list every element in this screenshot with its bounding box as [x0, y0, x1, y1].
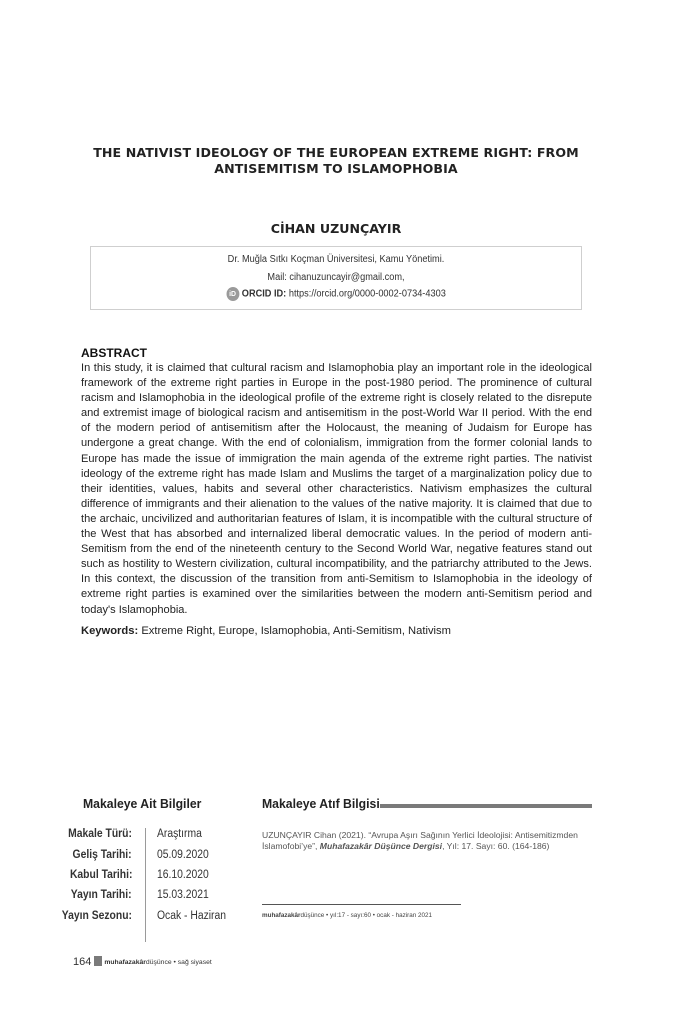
info-label: Yayın Sezonu: [61, 910, 132, 922]
abstract-body: In this study, it is claimed that cultural racism and Islamophobia play an important role in the ideological framework of the extreme right parties in Europe in the post-1980 period. The prominence of cultural racism and Islamophobia in the ideological profile of the extreme right is closely related to the disrepute and extremist image of biological racism and antisemitism in the post-World War II period. With the end of the modern period of antisemitism after the Holocaust, the meaning of Judaism for Europe has undergone a great change. With the end of colonialism, immigration from the former colonial lands to Europe has made the issue of immigration the main agenda of the extreme right parties. The nativist ideology of the extreme right has made Islam and Muslims the target of a marginalization policy due to their identities, values, habits and several other characteristics. Nativism emphasizes the cultural difference of immigrants and their alienation to the values of the native majority. It is claimed that due to the archaic, uncivilized and authoritarian features of Islam, it is incompatible with the cultural structure of the West that has absorbed and internalized liberal democratic values. In the period of modern anti-Semitism from the end of the nineteenth century to the Second World War, negative features stand out such as hostility to Western civilization, cultural incompatibility, and the patriarchy attributed to the Jews. In this context, the discussion of the transition from anti-Semitism to Islamophobia in the ideology of extreme right parties is examined over the similarities between the modern anti-Semitism period and today's Islamophobia. [81, 362, 592, 616]
affiliation-mail: Mail: cihanuzuncayir@gmail.com, [267, 272, 405, 283]
keywords-label: Keywords: [81, 625, 139, 637]
heading-bar [380, 804, 592, 808]
info-row-accepted [40, 869, 340, 887]
info-value: Ocak - Haziran [157, 910, 227, 922]
title-line-2: ANTISEMITISM TO ISLAMOPHOBIA [214, 161, 458, 176]
citation-issue: , Yıl: 17. Sayı: 60. (164-186) [442, 841, 550, 851]
page-number: 164 [73, 956, 92, 968]
info-label: Yayın Tarihi: [71, 889, 132, 901]
journal-issue-info: • yıl:17 - sayı:60 • ocak - haziran 2021 [324, 912, 432, 919]
journal-brand: düşünce [300, 912, 325, 919]
page-footer [73, 956, 212, 968]
citation-journal: Muhafazakâr Düşünce Dergisi [319, 841, 443, 851]
journal-brand-bold: muhafazakâr [262, 912, 301, 919]
title-line-1: THE NATIVIST IDEOLOGY OF THE EUROPEAN EXTREME RIGHT: FROM [93, 145, 579, 160]
info-value: Araştırma [157, 828, 202, 840]
citation-footer [262, 912, 432, 919]
info-label: Kabul Tarihi: [69, 869, 132, 881]
article-title [80, 145, 592, 177]
info-value: 05.09.2020 [157, 849, 209, 861]
affiliation-orcid [111, 287, 562, 301]
info-label: Makale Türü: [68, 828, 132, 840]
author-name: CİHAN UZUNÇAYIR [270, 221, 402, 236]
footer-square [94, 956, 102, 966]
orcid-label: ORCID ID: [241, 288, 287, 300]
abstract-heading: ABSTRACT [81, 346, 147, 360]
affiliation-box [90, 246, 582, 310]
footer-brand: düşünce [145, 959, 172, 966]
info-value: 16.10.2020 [157, 869, 209, 881]
orcid-icon: iD [226, 287, 239, 301]
orcid-link[interactable]: https://orcid.org/0000-0002-0734-4303 [288, 288, 446, 300]
footer-section: • sağ siyaset [171, 959, 212, 966]
citation-rule [262, 904, 461, 905]
citation-reference: UZUNÇAYIR Cihan (2021). “Avrupa Aşırı Sağının Yerlici İdeolojisi: Antisemitizmden İslamofobi’ye”, [262, 830, 578, 851]
footer-brand-bold: muhafazakâr [104, 959, 146, 966]
article-info-heading: Makaleye Ait Bilgiler [83, 796, 202, 811]
keywords-text: Extreme Right, Europe, Islamophobia, Anti-Semitism, Nativism [141, 625, 451, 637]
info-value: 15.03.2021 [157, 889, 209, 901]
citation-heading: Makaleye Atıf Bilgisi [262, 796, 380, 811]
affiliation-institution: Dr. Muğla Sıtkı Koçman Üniversitesi, Kamu Yönetimi. [227, 254, 445, 265]
keywords [81, 625, 451, 637]
info-label: Geliş Tarihi: [72, 849, 132, 861]
citation-text [262, 830, 592, 852]
